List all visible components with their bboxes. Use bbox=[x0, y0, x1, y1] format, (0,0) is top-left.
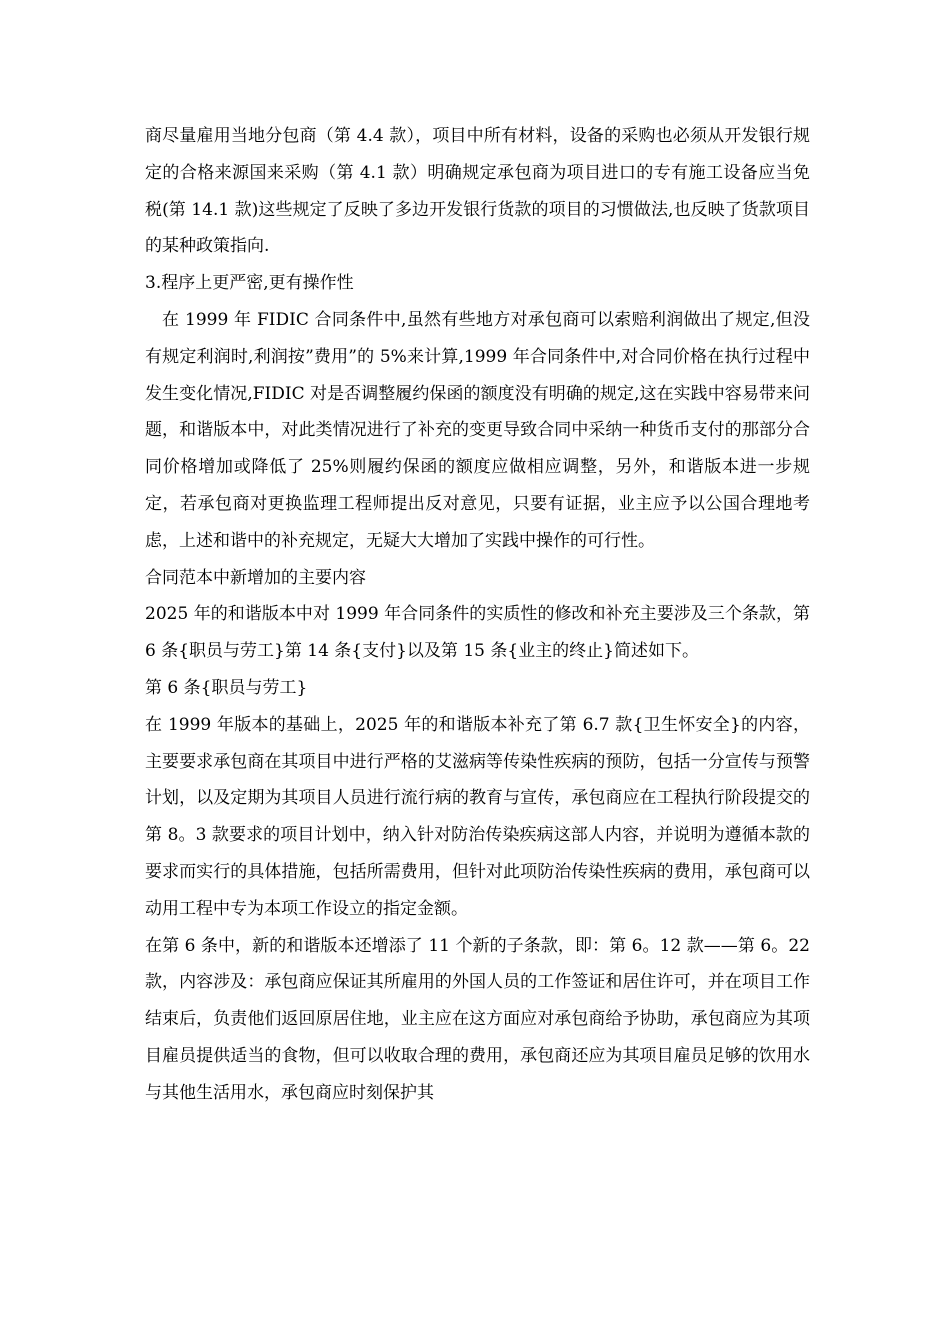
paragraph-clause-6-7: 在 1999 年版本的基础上，2025 年的和谐版本补充了第 6.7 款{卫生怀安全}的内容，主要要求承包商在其项目中进行严格的艾滋病等传染性疾病的预防，包括一分宣传与预警计划，以及定期为其项目人员进行流行病的教育与宣传，承包商应在工程执行阶段提交的第 8。3 款要求的项目计划中，纳入针对防治传染疾病这部人内容，并说明为遵循本款的要求而实行的具体措施，包括所需费用，但针对此项防治传染性疾病的费用，承包商可以动用工程中专为本项工作设立的指定金额。 bbox=[145, 714, 810, 919]
heading-procedure: 3.程序上更严密,更有操作性 bbox=[145, 273, 354, 294]
heading-new-content: 合同范本中新增加的主要内容 bbox=[145, 567, 366, 588]
paragraph-fidic-1999: 在 1999 年 FIDIC 合同条件中,虽然有些地方对承包商可以索赔利润做出了规定,但没有规定利润时,利润按”费用”的 5%来计算,1999 年合同条件中,对合同价格在执行过程中发生变化情况,FIDIC 对是否调整履约保函的额度没有明确的规定,这在实践中容易带来问题，和谐版本中，对此类情况进行了补充的变更导致合同中采纳一种货币支付的那部分合同价格增加或降低了 25%则履约保函的额度应做相应调整，另外，和谐版本进一步规定，若承包商对更换监理工程师提出反对意见，只要有证据，业主应予以公国合理地考虑，上述和谐中的补充规定，无疑大大增加了实践中操作的可行性。 bbox=[145, 309, 810, 551]
paragraph-clause-6-subclauses: 在第 6 条中，新的和谐版本还增添了 11 个新的子条款，即：第 6。12 款——第 6。22 款，内容涉及：承包商应保证其所雇用的外国人员的工作签证和居住许可，并在项目工作结束后，负责他们返回原居住地，业主应在这方面应对承包商给予协助，承包商应为其项目雇员提供适当的食物，但可以收取合理的费用，承包商还应为其项目雇员足够的饮用水与其他生活用水，承包商应时刻保护其 bbox=[145, 935, 810, 1103]
paragraph-2025-summary: 2025 年的和谐版本中对 1999 年合同条件的实质性的修改和补充主要涉及三个条款，第 6 条{职员与劳工}第 14 条{支付}以及第 15 条{业主的终止}简述如下。 bbox=[145, 604, 810, 662]
paragraph-procurement-rules: 商尽量雇用当地分包商（第 4.4 款），项目中所有材料，设备的采购也必须从开发银行规定的合格来源国来采购（第 4.1 款）明确规定承包商为项目进口的专有施工设备应当免税(第 14.1 款)这些规定了反映了多边开发银行货款的项目的习惯做法,也反映了货款项目的某种政策指向. bbox=[145, 126, 810, 257]
document-body bbox=[145, 118, 810, 1112]
heading-clause-6: 第 6 条{职员与劳工} bbox=[145, 677, 308, 698]
